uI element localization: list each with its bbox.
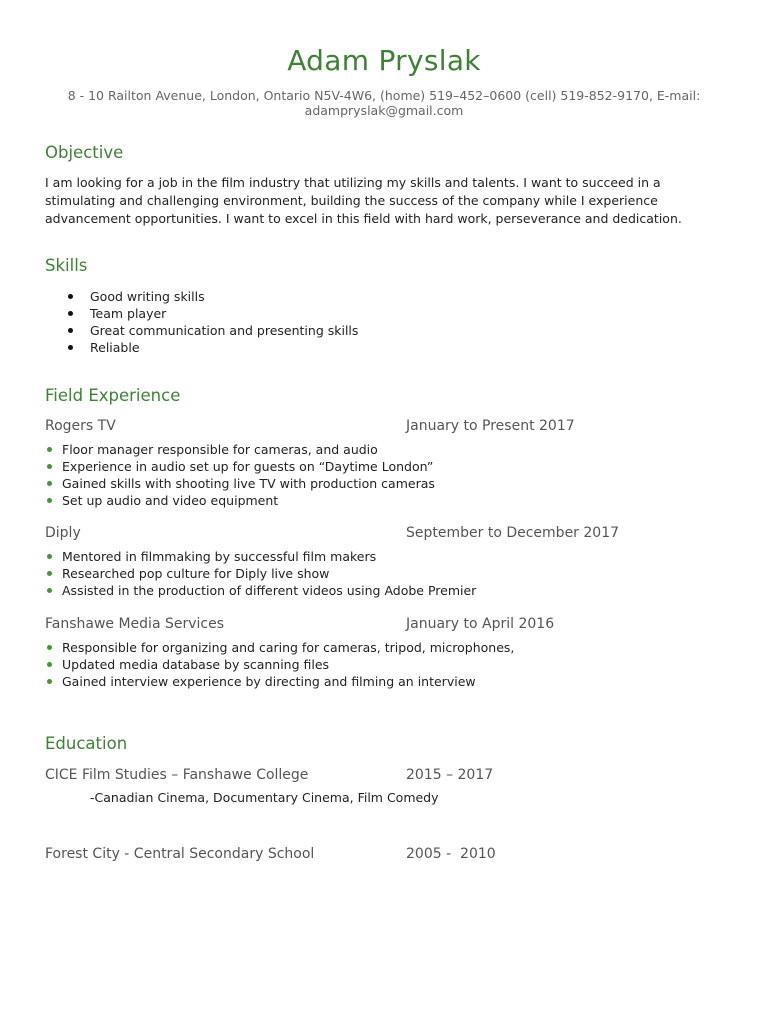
job-bullet: Researched pop culture for Diply live show [45,565,476,582]
education-detail: -Canadian Cinema, Documentary Cinema, Film Comedy [90,790,439,805]
job-title: Diply [45,525,81,541]
contact-email: adampryslak@gmail.com [304,103,464,118]
job-bullet: Floor manager responsible for cameras, and audio [45,441,435,458]
job-bullet: Set up audio and video equipment [45,492,435,509]
job-title: Fanshawe Media Services [45,616,225,632]
job-bullet: Gained skills with shooting live TV with production cameras [45,475,435,492]
job-date: January to Present 2017 [406,418,575,434]
skill-item: Good writing skills [45,288,358,305]
resume-name: Adam Pryslak [287,44,481,77]
job-bullet: Experience in audio set up for guests on “Daytime London” [45,458,435,475]
education-school: CICE Film Studies – Fanshawe College [45,767,309,783]
job-date: September to December 2017 [406,525,620,541]
skills-list [45,288,358,356]
skill-item: Great communication and presenting skills [45,322,358,339]
job-bullets [45,441,435,509]
job-bullet: Responsible for organizing and caring for cameras, tripod, microphones, [45,639,514,656]
job-bullet: Mentored in filmmaking by successful film makers [45,548,476,565]
experience-heading: Field Experience [45,386,181,405]
education-school: Forest City - Central Secondary School [45,846,315,862]
contact-line-1: 8 - 10 Railton Avenue, London, Ontario N5V-4W6, (home) 519–452–0600 (cell) 519-852-9170, E-mail: [67,88,701,103]
job-title: Rogers TV [45,418,116,434]
job-bullet: Assisted in the production of different videos using Adobe Premier [45,582,476,599]
job-bullet: Gained interview experience by directing and filming an interview [45,673,514,690]
skill-item: Team player [45,305,358,322]
objective-heading: Objective [45,143,124,162]
skill-item: Reliable [45,339,358,356]
contact-info [40,88,728,118]
education-years: 2015 – 2017 [406,767,494,783]
job-bullets [45,548,476,599]
skills-heading: Skills [45,256,88,275]
job-date: January to April 2016 [406,616,555,632]
objective-text: I am looking for a job in the film industry that utilizing my skills and talents. I want to succeed in a stimulating and challenging environment, building the success of the company while I experience advancement opportunities. I want to excel in this field with hard work, perseverance and dedication. [45,175,682,226]
education-years: 2005 - 2010 [406,846,496,862]
job-bullet: Updated media database by scanning files [45,656,514,673]
job-bullets [45,639,514,690]
education-heading: Education [45,734,128,753]
